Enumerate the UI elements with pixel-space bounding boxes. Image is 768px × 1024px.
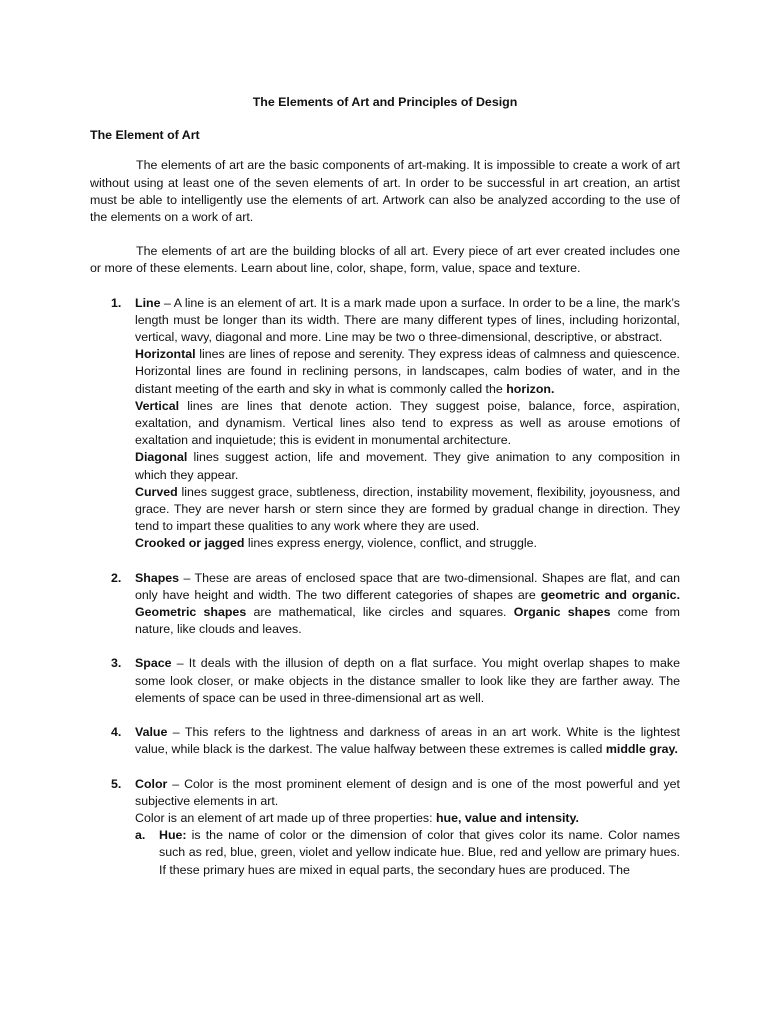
document-title: The Elements of Art and Principles of Design [252,95,518,109]
diagonal-lines-text: Diagonal lines suggest action, life and movement. They give animation to any composition in which they appear. [135,450,680,482]
list-item-shapes [90,570,680,639]
term-geometric-organic: geometric and organic. Geometric shapes [135,587,681,620]
list-number: 3. [111,656,122,671]
section-heading: The Element of Art [90,128,200,143]
term-vertical: Vertical [135,398,180,413]
sub-item-hue [135,827,680,879]
sub-list-letter: a. [135,828,146,843]
term-organic-shapes: Organic shapes [513,605,611,620]
list-number: 4. [111,725,122,740]
intro-paragraph-2: The elements of art are the building blocks of all art. Every piece of art ever created includes one or more of these elements. Learn about line, color, shape, form, value, space and texture. [90,244,680,276]
term-value: Value [135,725,168,740]
space-definition: Space – It deals with the illusion of depth on a flat surface. You might overlap shapes to make some look closer, or make objects in the distance smaller to look like they are farther away. The elements of space can be used in three-dimensional art as well. [135,656,680,705]
crooked-lines-text: Crooked or jagged lines express energy, violence, conflict, and struggle. [135,536,537,551]
hue-definition: Hue: is the name of color or the dimension of color that gives color its name. Color names such as red, blue, green, violet and yellow indicate hue. Blue, red and yellow are primary hues. If these primary hues are mixed in equal parts, the secondary hues are produced. The [159,828,680,877]
list-item-space [90,655,680,707]
color-properties: Color is an element of art made up of three properties: hue, value and intensity. [135,810,579,825]
list-number: 5. [111,776,122,791]
term-horizontal: Horizontal [135,347,196,362]
list-number: 2. [111,570,122,585]
list-item-value [90,724,680,758]
term-hue: Hue: [159,828,187,843]
line-definition: Line – A line is an element of art. It is a mark made upon a surface. In order to be a line, the mark’s length must be longer than its width. There are many different types of lines, including horizontal, vertical, wavy, diagonal and more. Line may be two o three-dimensional, descriptive, or abstract. [135,295,680,345]
term-color: Color [135,776,168,791]
curved-lines-text: Curved lines suggest grace, subtleness, direction, instability movement, flexibility, joyousness, and grace. They are never harsh or stern since they are formed by gradual change in direction. They tend to impart these qualities to any work where they are used. [135,484,680,534]
term-middle-gray: middle gray. [605,742,678,757]
term-horizon: horizon. [506,381,555,396]
list-item-line [90,295,680,553]
intro-paragraph-1: The elements of art are the basic components of art-making. It is impossible to create a work of art without using at least one of the seven elements of art. In order to be successful in art creation, an artist must be able to intelligently use the elements of art. Artwork can also be analyzed according to the use of the elements on a work of art. [90,158,680,225]
term-curved: Curved [135,484,178,499]
term-shapes: Shapes [135,570,180,585]
elements-list [90,295,680,879]
vertical-lines-text: Vertical lines are lines that denote action. They suggest poise, balance, force, aspiration, exaltation, and dynamism. Vertical lines also tend to express as well as arouse emotions of exaltation and inquietude; this is evident in monumental architecture. [135,398,680,448]
list-number: 1. [111,295,122,310]
term-crooked: Crooked or jagged [135,536,245,551]
term-color-properties: hue, value and intensity. [435,810,579,825]
term-space: Space [135,656,172,671]
term-line: Line [135,295,161,310]
term-diagonal: Diagonal [135,450,188,465]
horizontal-lines-text: Horizontal lines are lines of repose and serenity. They express ideas of calmness and quiescence. Horizontal lines are found in reclining persons, in landscapes, calm bodies of water, and in the distant meeting of the earth and sky in what is commonly called the horizon. [135,347,680,396]
list-item-color [90,776,680,879]
value-definition: Value – This refers to the lightness and darkness of areas in an art work. White is the lightest value, while black is the darkest. The value halfway between these extremes is called middle gray. [135,725,680,757]
shapes-definition: Shapes – These are areas of enclosed space that are two-dimensional. Shapes are flat, and can only have height and width. The two different categories of shapes are geometric and organic. Geometric shapes are mathematical, like circles and squares. Organic shapes come from nature, like clouds and leaves. [135,570,681,637]
color-definition: Color – Color is the most prominent element of design and is one of the most powerful and yet subjective elements in art. [135,776,680,808]
